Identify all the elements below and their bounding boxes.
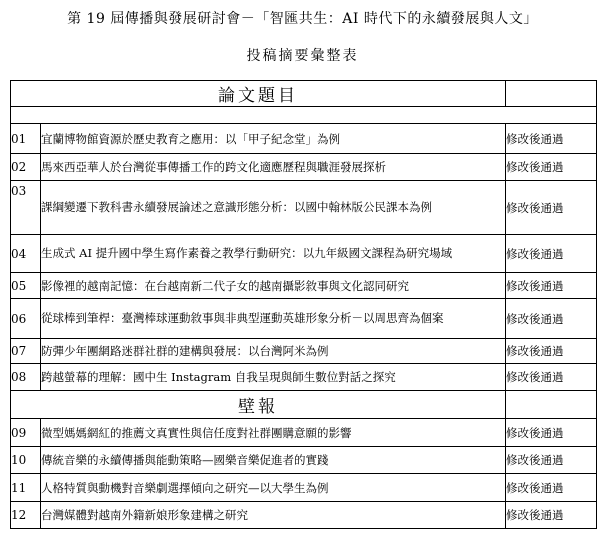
row-status: 修改後通過	[506, 235, 597, 273]
row-number: 03	[11, 181, 41, 235]
row-status: 修改後通過	[506, 419, 597, 447]
row-status: 修改後通過	[506, 154, 597, 181]
table-row	[11, 154, 597, 181]
row-number: 11	[11, 474, 41, 502]
row-status: 修改後通過	[506, 273, 597, 299]
page-title: 第 19 屆傳播與發展研討會－「智匯共生：AI 時代下的永續發展與人文」	[67, 11, 538, 27]
row-topic: 微型媽媽網紅的推薦文真實性與信任度對社群團購意願的影響	[41, 419, 506, 447]
table-row	[11, 339, 597, 364]
row-status: 修改後通過	[506, 474, 597, 502]
row-number: 09	[11, 419, 41, 447]
row-number: 08	[11, 364, 41, 391]
spacer-cell	[11, 107, 597, 124]
row-number: 02	[11, 154, 41, 181]
table-row	[11, 124, 597, 154]
table-row	[11, 419, 597, 447]
table-row	[11, 273, 597, 299]
row-topic: 馬來西亞華人於台灣從事傳播工作的跨文化適應歷程與職涯發展探析	[41, 154, 506, 181]
row-status: 修改後通過	[506, 339, 597, 364]
section-heading-papers: 論文題目	[11, 81, 506, 107]
section-heading-posters: 壁報	[11, 391, 506, 419]
row-number: 06	[11, 299, 41, 339]
table-row	[11, 299, 597, 339]
row-topic: 人格特質與動機對音樂劇選擇傾向之研究—以大學生為例	[41, 474, 506, 502]
row-topic: 防彈少年團網路迷群社群的建構與發展：以台灣阿米為例	[41, 339, 506, 364]
table-row	[11, 474, 597, 502]
row-topic: 跨越螢幕的理解：國中生 Instagram 自我呈現與師生數位對話之探究	[41, 364, 506, 391]
table-row	[11, 364, 597, 391]
section-header-blank-cell	[506, 391, 597, 419]
row-topic: 宜蘭博物館資源於歷史教育之應用：以「甲子紀念堂」為例	[41, 124, 506, 154]
section-header-blank-cell	[506, 81, 597, 107]
row-status: 修改後通過	[506, 181, 597, 235]
row-topic: 傳統音樂的永續傳播與能動策略—國樂音樂促進者的實踐	[41, 447, 506, 474]
table-row	[11, 502, 597, 529]
row-status: 修改後通過	[506, 299, 597, 339]
row-status: 修改後通過	[506, 124, 597, 154]
row-number: 05	[11, 273, 41, 299]
row-status: 修改後通過	[506, 364, 597, 391]
row-number: 10	[11, 447, 41, 474]
row-number: 04	[11, 235, 41, 273]
row-topic: 生成式 AI 提升國中學生寫作素養之教學行動研究：以九年級國文課程為研究場域	[41, 235, 506, 273]
table-row	[11, 235, 597, 273]
row-topic: 課綱變遷下教科書永續發展論述之意識形態分析：以國中翰林版公民課本為例	[41, 181, 506, 235]
section-header-papers	[11, 81, 597, 107]
row-topic: 影像裡的越南記憶：在台越南新二代子女的越南攝影敘事與文化認同研究	[41, 273, 506, 299]
table-row	[11, 181, 597, 235]
row-topic: 台灣媒體對越南外籍新娘形象建構之研究	[41, 502, 506, 529]
row-status: 修改後通過	[506, 502, 597, 529]
row-number: 12	[11, 502, 41, 529]
page-subtitle: 投稿摘要彙整表	[246, 48, 359, 64]
section-header-posters	[11, 391, 597, 419]
row-topic: 從球棒到筆桿：臺灣棒球運動敘事與非典型運動英雄形象分析－以周思齊為個案	[41, 299, 506, 339]
table-row	[11, 447, 597, 474]
spacer-row	[11, 107, 597, 124]
row-number: 01	[11, 124, 41, 154]
row-number: 07	[11, 339, 41, 364]
row-status: 修改後通過	[506, 447, 597, 474]
submission-table	[10, 80, 597, 529]
